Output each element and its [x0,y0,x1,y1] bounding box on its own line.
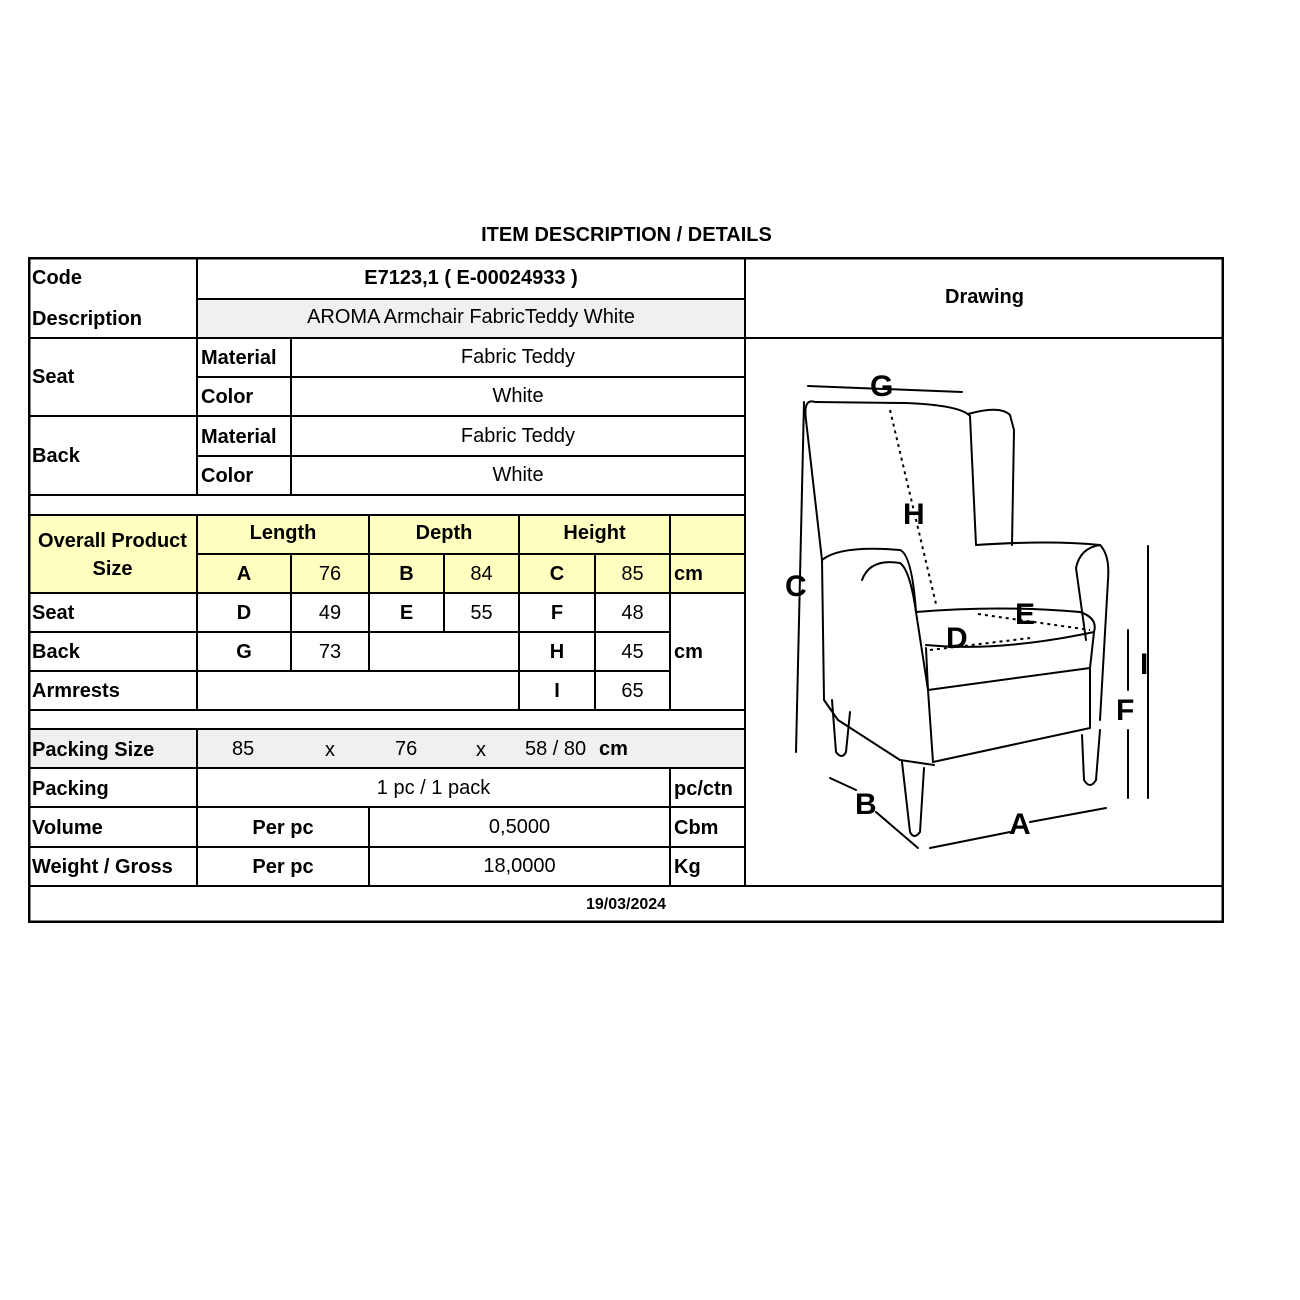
document-title: ITEM DESCRIPTION / DETAILS [481,224,772,246]
dims-unit: cm [674,641,703,663]
dim-G-letter: G [236,641,252,663]
dim-A-letter: A [236,563,252,585]
seat-color-value: White [492,385,544,407]
seat-material-label: Material [201,347,277,369]
armchair-drawing [745,338,1223,886]
dim-A-value: 76 [318,563,342,585]
armrests-label: Armrests [32,680,120,702]
back-material-label: Material [201,426,277,448]
overall-unit: cm [674,563,703,585]
dim-E-letter: E [399,602,414,624]
volume-per: Per pc [252,817,314,839]
drawing-label-H: H [903,498,925,531]
dim-C-value: 85 [621,563,644,585]
dim-D-value: 49 [318,602,342,624]
length-header: Length [249,522,317,544]
seat-dims-label: Seat [32,602,75,624]
packing-width: 76 [395,738,418,760]
drawing-label-C: C [785,570,807,603]
back-material-value: Fabric Teddy [460,425,576,447]
weight-unit: Kg [674,856,701,878]
drawing-label-D: D [946,622,968,655]
volume-value: 0,5000 [488,816,551,838]
packing-size-label: Packing Size [32,739,155,761]
packing-label: Packing [32,778,109,800]
dim-G-value: 73 [318,641,342,663]
weight-per: Per pc [252,856,314,878]
packing-x1: x [325,739,335,761]
packing-height: 58 / 80 [525,738,587,760]
drawing-label-G: G [870,370,894,403]
seat-color-label: Color [201,386,254,408]
drawing-label-A: A [1009,808,1031,841]
dim-I-letter: I [554,680,560,702]
weight-label: Weight / Gross [32,856,173,878]
back-color-label: Color [201,465,254,487]
drawing-label-F: F [1116,694,1135,727]
drawing-label-B: B [855,788,877,821]
dim-C-letter: C [549,563,565,585]
code-value: E7123,1 ( E-00024933 ) [364,267,578,289]
packing-size-unit: cm [599,738,628,760]
weight-value: 18,0000 [483,855,556,877]
dim-H-value: 45 [621,641,644,663]
description-label: Description [32,308,143,330]
packing-value: 1 pc / 1 pack [376,777,491,799]
drawing-label-I: I [1140,648,1149,681]
back-dims-label: Back [32,641,80,663]
dim-E-value: 55 [470,602,493,624]
seat-section-label: Seat [32,366,75,388]
drawing-label: Drawing [945,286,1024,308]
depth-header: Depth [415,522,473,544]
code-label: Code [32,267,82,289]
back-section-label: Back [32,445,80,467]
back-color-value: White [492,464,544,486]
dim-D-letter: D [236,602,252,624]
dim-B-letter: B [399,563,414,585]
packing-unit: pc/ctn [674,778,733,800]
volume-label: Volume [32,817,103,839]
dim-F-value: 48 [621,602,644,624]
description-value: AROMA Armchair FabricTeddy White [307,306,635,328]
volume-unit: Cbm [674,817,719,839]
packing-length: 85 [232,738,255,760]
dim-B-value: 84 [470,563,493,585]
drawing-label-E: E [1015,598,1036,631]
dim-H-letter: H [549,641,565,663]
document-date: 19/03/2024 [585,896,667,913]
packing-x2: x [476,739,486,761]
height-header: Height [563,522,626,544]
dim-F-letter: F [550,602,564,624]
overall-size-label: Overall Product Size [38,530,187,580]
dim-I-value: 65 [621,680,644,702]
seat-material-value: Fabric Teddy [460,346,576,368]
